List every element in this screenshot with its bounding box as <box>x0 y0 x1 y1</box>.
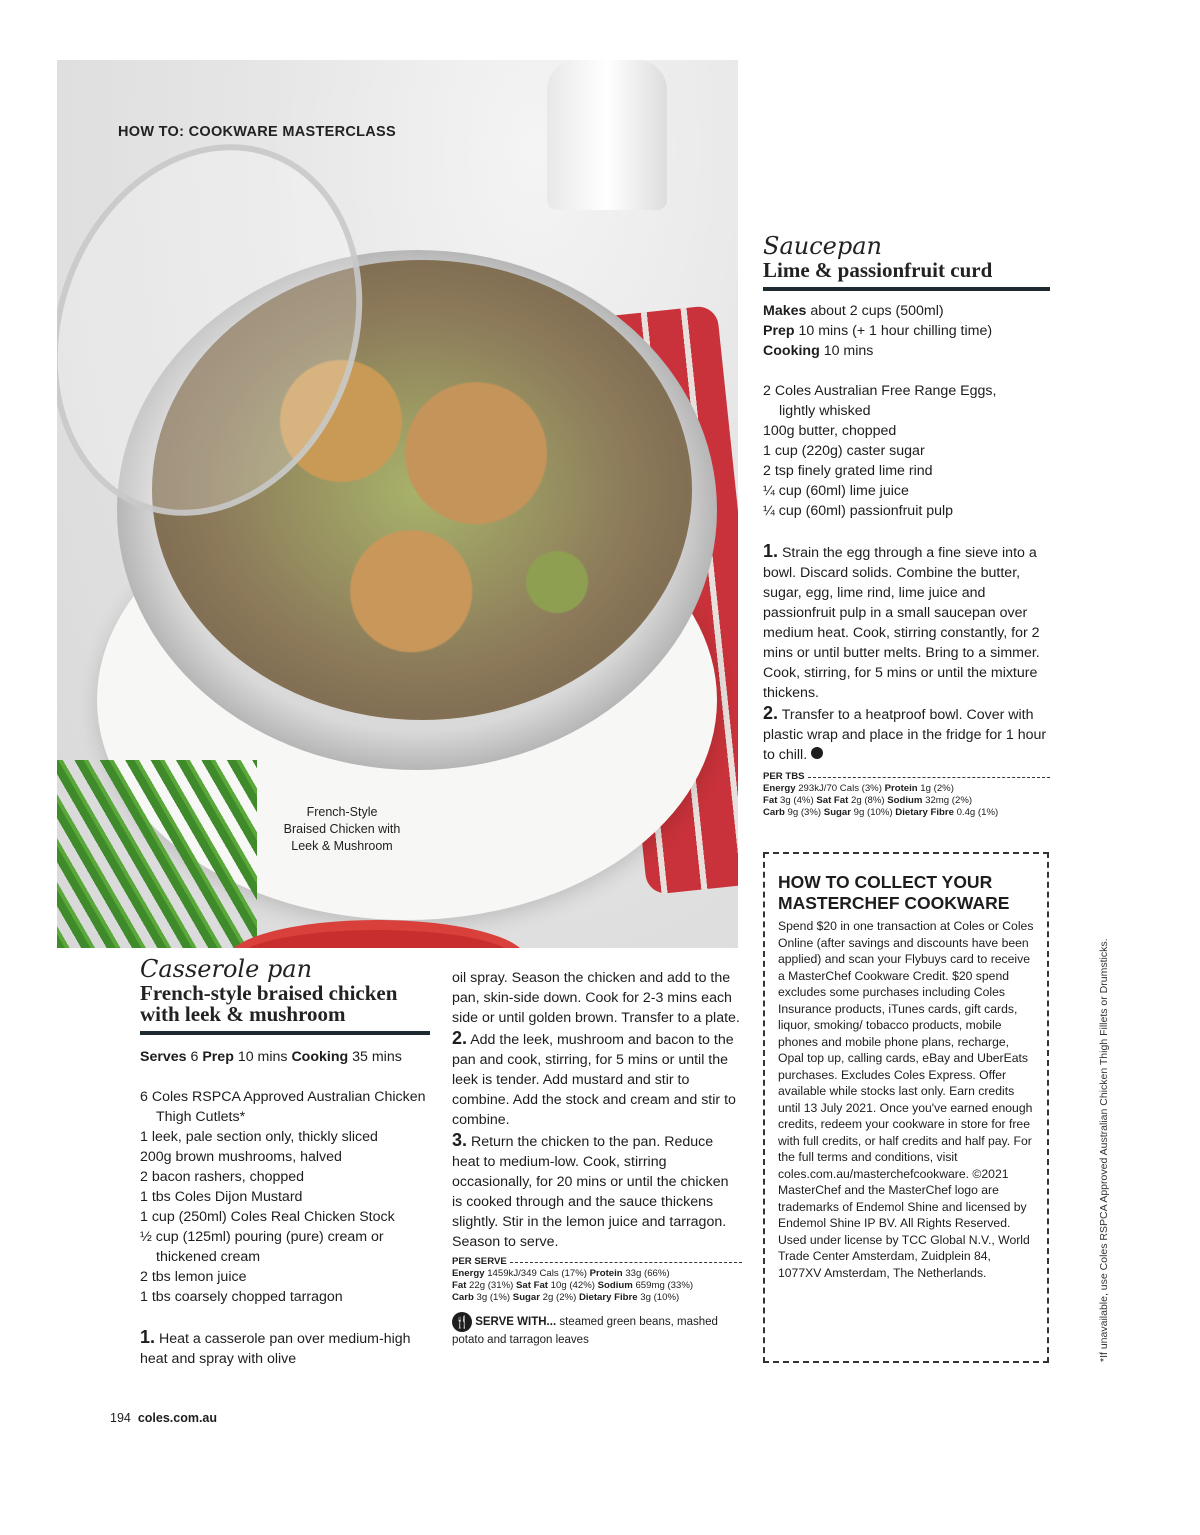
ingredient-item: 1 tbs coarsely chopped tarragon <box>140 1289 343 1305</box>
meta-label: Prep <box>763 323 795 339</box>
nutrient-value: 1459kJ/349 Cals (17%) <box>484 1268 590 1279</box>
ingredient-item: 1 tbs Coles Dijon Mustard <box>140 1189 303 1205</box>
nutrient-name: Dietary Fibre <box>578 1292 638 1303</box>
ingredient-item: 2 Coles Australian Free Range Eggs, lightly whisked <box>763 383 997 419</box>
ingredient-item: 100g butter, chopped <box>763 423 897 439</box>
step-text: Transfer to a heatproof bowl. Cover with plastic wrap and place in the fridge for 1 hour to chill. <box>763 707 1047 763</box>
step-text: Heat a casserole pan over medium-high heat and spray with olive <box>140 1331 411 1367</box>
cutlery-icon: 🍴 <box>452 1312 472 1332</box>
ingredient-item: 1 cup (250ml) Coles Real Chicken Stock <box>140 1209 395 1225</box>
meta-label: Makes <box>763 303 807 319</box>
method-step <box>452 1130 742 1252</box>
recipe-title: French-style braised chicken with leek & mushroom <box>140 981 398 1026</box>
nutrition-heading <box>763 771 1050 783</box>
serve-with-label: SERVE WITH... <box>475 1316 557 1329</box>
nutrient-value: 3g (10%) <box>637 1292 680 1303</box>
meta-value: 10 mins (+ 1 hour chilling time) <box>794 323 993 339</box>
method-step <box>763 703 1050 765</box>
meta-value: about 2 cups (500ml) <box>806 303 944 319</box>
nutrient-name: Sat Fat <box>816 795 849 806</box>
recipe-meta <box>140 1047 430 1067</box>
recipe-title: Lime & passionfruit curd <box>763 258 993 282</box>
photo-caption <box>262 804 422 855</box>
nutrient-name: Sodium <box>597 1280 633 1291</box>
nutrient-value: 33g (66%) <box>622 1268 670 1279</box>
section-kicker: HOW TO: COOKWARE MASTERCLASS <box>118 124 396 140</box>
nutrient-value: 32mg (2%) <box>922 795 973 806</box>
ingredient-item: ¼ cup (60ml) passionfruit pulp <box>763 503 954 519</box>
nutrient-value: 9g (3%) <box>784 807 824 818</box>
nutrient-value: 659mg (33%) <box>632 1280 694 1291</box>
nutrient-name: Energy <box>452 1268 485 1279</box>
ingredient-item: 2 bacon rashers, chopped <box>140 1169 305 1185</box>
nutrition-panel <box>763 771 1050 819</box>
nutrient-name: Protein <box>884 783 918 794</box>
nutrition-heading-text: PER SERVE <box>452 1256 507 1267</box>
ingredient-item: 1 leek, pale section only, thickly sliced <box>140 1129 378 1145</box>
nutrient-value: 3g (4%) <box>777 795 817 806</box>
collect-info-box <box>763 852 1049 1363</box>
recipe-category: Saucepan <box>763 232 882 260</box>
nutrition-heading-text: PER TBS <box>763 771 805 782</box>
ingredient-item: ¼ cup (60ml) lime juice <box>763 483 909 499</box>
ingredient-list <box>763 381 1033 521</box>
meta-item <box>763 301 1050 321</box>
meta-item <box>763 341 1050 361</box>
nutrition-line <box>763 807 1050 819</box>
step-number: 1. <box>140 1327 156 1347</box>
step-text: Strain the egg through a fine sieve into a bowl. Discard solids. Combine the butter, sugar, egg, lime rind, lime juice and passionfruit pulp in a small saucepan over medium heat. Cook, stirring constantly, for 2 mins or until butter melts. Bring to a simmer. Cook, stirring, for 5 mins or until the mixture thickens. <box>763 545 1040 701</box>
nutrient-value: 10g (42%) <box>548 1280 598 1291</box>
meta-item <box>140 1049 202 1065</box>
meta-label: Serves <box>140 1049 187 1065</box>
meta-value: 6 <box>186 1049 203 1065</box>
meta-value: 35 mins <box>348 1049 402 1065</box>
title-rule <box>763 287 1050 291</box>
nutrient-name: Sugar <box>823 807 851 818</box>
chicken-recipe <box>140 955 430 1369</box>
page-number: 194 <box>110 1411 131 1425</box>
nutrient-name: Fat <box>452 1280 467 1291</box>
nutrition-line <box>452 1292 742 1304</box>
meta-label: Prep <box>202 1049 234 1065</box>
method-step <box>140 1327 430 1369</box>
step-text: Add the leek, mushroom and bacon to the pan and cook, stirring, for 5 mins or until the leek is tender. Add mustard and stir to combine. Add the stock and cream and stir to combine. <box>452 1032 736 1128</box>
meta-item <box>763 321 1050 341</box>
nutrient-name: Sugar <box>512 1292 540 1303</box>
nutrient-name: Dietary Fibre <box>895 807 954 818</box>
recipe-category: Casserole pan <box>140 955 313 983</box>
step-number: 1. <box>763 541 779 561</box>
nutrition-line <box>763 795 1050 807</box>
nutrient-value: 22g (31%) <box>466 1280 516 1291</box>
nutrition-line <box>763 783 1050 795</box>
step-text: Return the chicken to the pan. Reduce heat to medium-low. Cook, stirring occasionally, for 20 mins or until the chicken is cooked through and the sauce thickens slightly. Stir in the lemon juice and tarragon. Season to serve. <box>452 1134 729 1250</box>
footnote: *If unavailable, use Coles RSPCA Approved Australian Chicken Thigh Fillets or Drumsticks. <box>1098 938 1110 1362</box>
step-text: oil spray. Season the chicken and add to the pan, skin-side down. Cook for 2-3 mins each side or until golden brown. Transfer to a plate. <box>452 970 740 1026</box>
caption-line: French-Style <box>306 805 378 819</box>
serve-with <box>452 1312 742 1348</box>
method <box>763 541 1050 765</box>
nutrient-name: Carb <box>452 1292 474 1303</box>
ingredient-item: 6 Coles RSPCA Approved Australian Chicken Thigh Cutlets* <box>140 1089 426 1125</box>
end-dot-icon <box>811 747 823 759</box>
nutrition-panel <box>452 1256 742 1304</box>
method-step <box>763 541 1050 703</box>
nutrient-value: 0.4g (1%) <box>953 807 999 818</box>
nutrition-line <box>452 1268 742 1280</box>
nutrition-heading <box>452 1256 742 1268</box>
site-link: coles.com.au <box>137 1411 218 1425</box>
nutrient-value: 293kJ/70 Cals (3%) <box>795 783 885 794</box>
caption-line: Leek & Mushroom <box>291 839 393 853</box>
ingredient-item: 1 cup (220g) caster sugar <box>763 443 925 459</box>
box-title: HOW TO COLLECT YOUR MASTERCHEF COOKWARE <box>778 872 1010 913</box>
ingredient-list <box>140 1087 430 1307</box>
meta-label: Cooking <box>291 1049 349 1065</box>
ingredient-item: 2 tsp finely grated lime rind <box>763 463 933 479</box>
nutrient-name: Carb <box>763 807 785 818</box>
meta-value: 10 mins <box>819 343 874 359</box>
nutrient-value: 2g (8%) <box>848 795 888 806</box>
box-text: Spend $20 in one transaction at Coles or Coles Online (after savings and discounts have been applied) and scan your Flybuys card to receive a MasterChef Cookware Credit. $20 spend excludes some purchases including Coles Insurance products, iTunes cards, gift cards, liquor, smoking/ tobacco products, mobile phones and mobile phone plans, recharge, Opal top up, calling cards, eBay and UberEats purchases. Excludes Coles Express. Offer available while stocks last only. Earn credits until 13 July 2021. Once you've earned enough credits, redeem your cookware in store for free with full credits, or half credits and half pay. For the full terms and conditions, visit coles.com.au/masterchefcookware. ©2021 MasterChef and the MasterChef logo are trademarks of Endemol Shine and licensed by Endemol Shine IP BV. All Rights Reserved. Used under license by TCC Global N.V., World Trade Center Amsterdam, Zuidplein 84, 1077XV Amsterdam, The Netherlands. <box>778 919 1034 1280</box>
page-footer <box>110 1411 217 1425</box>
method <box>452 1028 742 1252</box>
meta-label: Cooking <box>763 343 820 359</box>
nutrient-value: 1g (2%) <box>917 783 954 794</box>
ingredient-item: 200g brown mushrooms, halved <box>140 1149 342 1165</box>
curd-recipe <box>763 232 1050 819</box>
nutrient-name: Sodium <box>887 795 923 806</box>
dashed-rule <box>808 777 1050 778</box>
step-number: 3. <box>452 1130 468 1150</box>
ingredient-item: 2 tbs lemon juice <box>140 1269 247 1285</box>
nutrient-value: 9g (10%) <box>851 807 896 818</box>
green-beans <box>57 760 257 948</box>
meta-item <box>291 1049 401 1065</box>
recipe-meta <box>763 301 1050 361</box>
step-number: 2. <box>763 703 779 723</box>
step-number: 2. <box>452 1028 468 1048</box>
nutrient-name: Protein <box>589 1268 623 1279</box>
mash-bowl <box>227 920 527 948</box>
nutrient-value: 2g (2%) <box>540 1292 579 1303</box>
nutrition-line <box>452 1280 742 1292</box>
ingredient-item: ½ cup (125ml) pouring (pure) cream or thickened cream <box>140 1229 384 1265</box>
dashed-rule <box>510 1262 742 1263</box>
nutrient-name: Fat <box>763 795 778 806</box>
serve-with-text: steamed green beans, mashed potato and tarragon leaves <box>452 1316 718 1346</box>
title-rule <box>140 1031 430 1035</box>
meta-value: 10 mins <box>233 1049 292 1065</box>
nutrient-name: Energy <box>763 783 796 794</box>
pepper-grinder <box>547 60 667 210</box>
caption-line: Braised Chicken with <box>283 822 401 836</box>
meta-item <box>202 1049 291 1065</box>
chicken-method-cont <box>452 968 742 1348</box>
nutrient-value: 3g (1%) <box>473 1292 513 1303</box>
nutrient-name: Sat Fat <box>516 1280 548 1291</box>
method-step <box>452 1028 742 1130</box>
